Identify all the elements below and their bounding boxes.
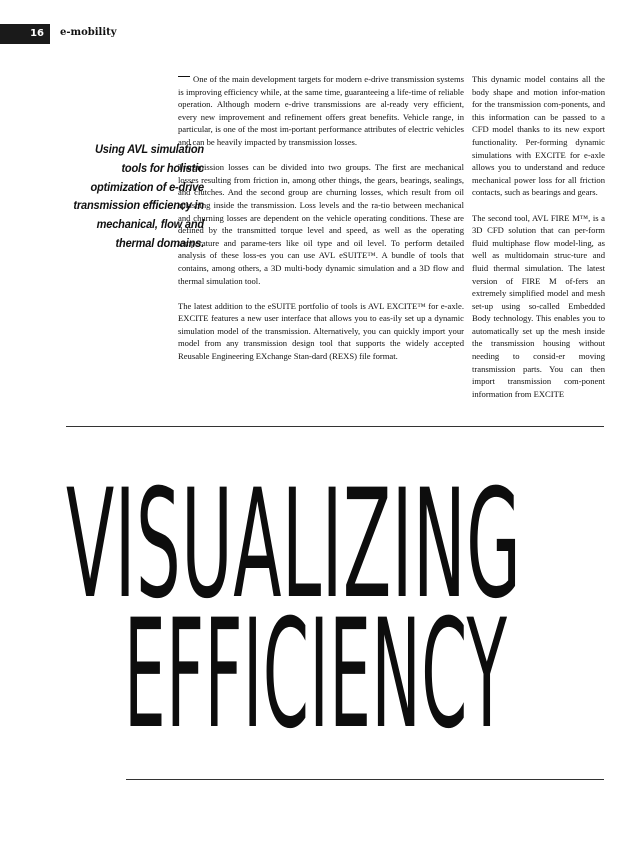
headline-line-1: VISUALIZING [66,458,522,632]
em-dash-mark [178,76,190,77]
article-paragraph-1 [178,73,464,149]
article-paragraph-2: Transmission losses can be divided into two groups. The first are mechanical losses resulting from friction in, among other things, the gears, bearings, sealings, and clutches. And the second group are churning losses, which result from oil splashing inside the transmission. Loss levels and the ra-tio between mechanical and churning losses are dependent on the vehicle operating conditions. These are defined by the transmitted torque level and speed, as well as the operating temperature and parame-ters like oil type and oil level. To perform detailed analysis of these loss-es you can use AVL eSUITE™. A bundle of tools that contains, among others, a 3D multi-body dynamic simulation and a 3D flow and thermal simulation tool. [178,162,464,286]
article-column-right [472,73,605,413]
divider-top [66,426,604,427]
article-column-middle [178,73,464,375]
article-paragraph-1-text: One of the main development targets for modern e-drive transmission systems is improving efficiency while, at the same time, guaranteeing a life-time of reliable operation. Although modern e-drive transmissions are al-ready very efficient, every new improvement and refinement offers great benefits. Vehicle range, in particular, is one of the most im-portant performance attributes of electric vehicles and can be heavily impacted by transmission losses. [178,74,464,147]
divider-bottom [126,779,604,780]
headline-line-2: EFFICIENCY [124,588,508,762]
pull-quote: Using AVL simulation tools for holistic optimization of e-drive transmission efficiency in mechanical, flow and thermal domains. [73,142,204,250]
article-paragraph-3: The latest addition to the eSUITE portfolio of tools is AVL EXCITE™ for e-axle. EXCITE features a new user interface that allows you to eas-ily set up a dynamic simulation model of the transmission. Alternatively, you can quickly import your model from any transmission design tool that supports the widely accepted Reusable Engineering EXchange Stan-dard (REXS) file format. [178,300,464,362]
page-number-tab [0,24,50,44]
article-paragraph-5: The second tool, AVL FIRE M™, is a 3D CFD solution that can per-form fluid multiphase flow model-ling, as well as multidomain struc-ture and fluid thermal simulation. The latest version of FIRE M of-fers an extremely simplified model and mesh set-up using so-called Embedded Body technology. This enables you to automatically set up the mesh inside the transmission housing without needing to consid-er moving transmission parts. You can then import transmission com-ponent information from EXCITE [472,212,605,399]
section-label: e-mobility [60,27,117,38]
page-number: 16 [30,28,44,39]
article-paragraph-4: This dynamic model contains all the body shape and motion infor-mation for the transmission com-ponents, and this information can be passed to a CFD model thanks to its new export functionality. Per-forming dynamic simulations with EXCITE for e-axle allows you to understand and reduce mechanical power loss for all friction contacts, such as bearings and gears. [472,74,605,198]
